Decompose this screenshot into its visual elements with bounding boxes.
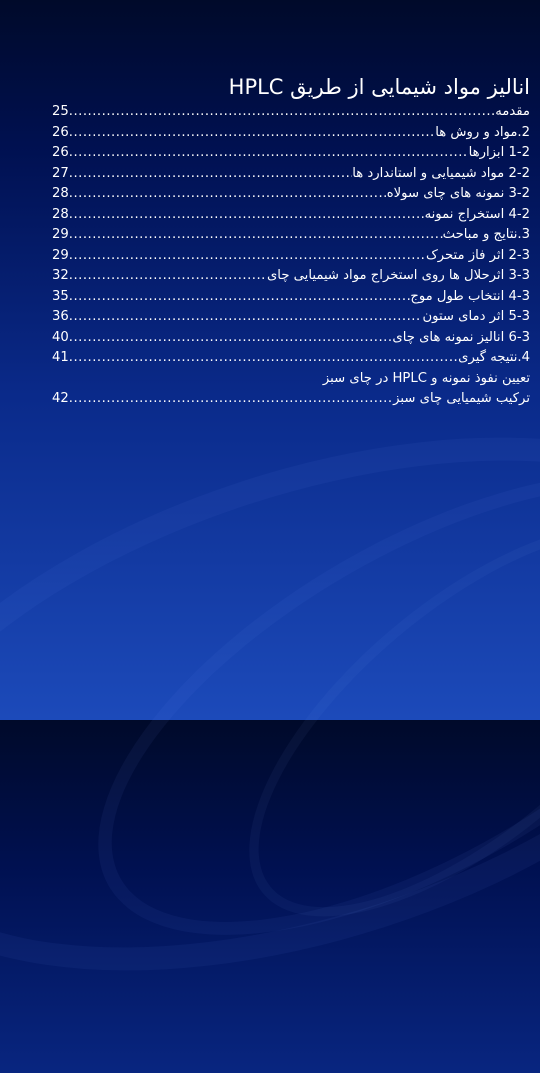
toc-page-number: 32	[52, 268, 69, 283]
toc-entry-label: 4-2 استخراج نمونه	[424, 206, 530, 222]
toc-entry-label: 5-3 اثر دمای ستون	[422, 309, 530, 324]
toc-leader-dots	[69, 287, 411, 308]
toc-entry	[52, 328, 530, 349]
toc-leader-dots	[69, 164, 352, 185]
toc-entry-label: 3-3 اثرحلال ها روی استخراج مواد شیمیایی چای	[266, 268, 530, 283]
toc-entry-label: 2-2 مواد شیمیایی و استاندارد ها	[352, 165, 530, 181]
toc-entry	[52, 246, 530, 267]
toc-entry	[52, 389, 530, 410]
toc-entry	[52, 205, 530, 226]
toc-page-number: 40	[52, 329, 69, 345]
toc-entry-label: 3.نتایج و مباحث	[442, 227, 530, 242]
toc-leader-dots	[69, 266, 267, 287]
toc-entry	[52, 266, 530, 287]
toc-entry	[52, 123, 530, 144]
toc-entry-label: تعیین نفوذ نمونه و HPLC در چای سبز	[322, 370, 530, 386]
toc-entry-label: 4-3 انتخاب طول موج	[410, 288, 530, 304]
toc-entry	[52, 287, 530, 308]
toc-entry	[52, 225, 530, 246]
toc-entry	[52, 307, 530, 328]
table-of-contents	[52, 102, 530, 410]
toc-page-number: 25	[52, 104, 69, 119]
toc-page-number: 26	[52, 145, 69, 160]
toc-entry-label: ترکیب شیمیایی چای سبز	[393, 391, 530, 406]
toc-leader-dots	[69, 143, 469, 164]
toc-page-number: 29	[52, 247, 69, 263]
toc-page-number: 41	[52, 350, 69, 365]
toc-leader-dots	[69, 102, 495, 123]
toc-entry	[52, 102, 530, 123]
slide-title: انالیز مواد شیمایی از طریق HPLC	[228, 75, 530, 99]
toc-page-number: 42	[52, 391, 69, 406]
toc-leader-dots	[69, 246, 426, 267]
slide-content	[52, 72, 530, 410]
toc-page-number: 27	[52, 165, 69, 181]
toc-page-number: 35	[52, 288, 69, 304]
toc-page-number: 26	[52, 124, 69, 140]
toc-leader-dots	[69, 348, 458, 369]
toc-entry-label: 3-2 نمونه های چای سولاه	[386, 186, 530, 201]
toc-leader-dots	[69, 225, 443, 246]
toc-page-number: 28	[52, 186, 69, 201]
toc-entry-label: مقدمه	[495, 104, 530, 119]
toc-entry	[52, 348, 530, 369]
toc-page-number: 29	[52, 227, 69, 242]
toc-entry-label: 2-3 اثر فاز متحرک	[425, 247, 530, 263]
toc-leader-dots	[69, 205, 425, 226]
toc-entry	[52, 184, 530, 205]
toc-page-number: 36	[52, 309, 69, 324]
background-swirl	[27, 380, 540, 1028]
toc-leader-dots	[69, 307, 423, 328]
toc-entry	[52, 164, 530, 185]
toc-leader-dots	[69, 184, 387, 205]
toc-entry	[52, 369, 530, 390]
toc-page-number: 28	[52, 206, 69, 222]
toc-leader-dots	[69, 389, 393, 410]
toc-entry-label: 6-3 انالیز نمونه های چای	[392, 329, 530, 345]
toc-leader-dots	[69, 328, 393, 349]
background-swirl	[0, 335, 540, 1073]
toc-entry-label: 4.نتیجه گیری	[458, 350, 530, 365]
toc-leader-dots	[69, 123, 435, 144]
toc-entry-label: 2.مواد و روش ها	[435, 124, 530, 140]
toc-entry	[52, 143, 530, 164]
toc-entry-label: 1-2 ابزارها	[468, 145, 530, 160]
